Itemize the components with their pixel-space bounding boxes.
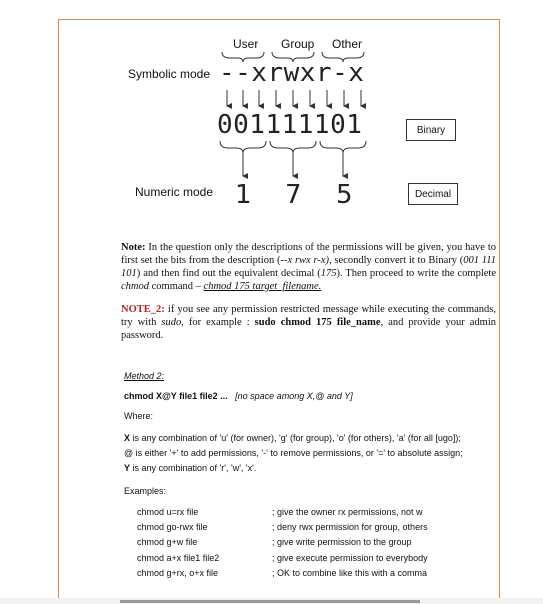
numeric-digit-5: 5 — [336, 180, 353, 210]
example-comment: ; give execute permission to everybody — [272, 552, 428, 563]
note-2-example-command: sudo chmod 175 file_name — [254, 317, 381, 328]
binary-value: 001111101 — [217, 110, 363, 140]
note-1 — [121, 241, 496, 293]
note-1-text: ) and then find out the equivalent decimal ( — [136, 268, 321, 279]
definition-key: Y — [124, 463, 131, 473]
example-row — [137, 520, 507, 535]
definition-at: @ is either '+' to add permissions, '-' to remove permissions, or '=' to absolute assign; — [124, 448, 463, 458]
note-1-em: --x rwx r-x) — [280, 255, 330, 266]
symbolic-mode-label: Symbolic mode — [128, 67, 211, 81]
syntax-command: chmod X@Y file1 file2 ... — [124, 391, 228, 401]
group-label-group: Group — [281, 37, 315, 51]
horizontal-scrollbar[interactable] — [0, 598, 543, 604]
numeric-mode-label: Numeric mode — [135, 185, 214, 199]
note-1-text: In the question only the descriptions of the permissions will be given, you have to first set the bits from the description ( — [121, 242, 496, 266]
examples-heading: Examples: — [124, 486, 167, 496]
bit-arrows — [227, 90, 361, 106]
note-1-text: , secondly convert it to Binary ( — [329, 255, 464, 266]
definition-key: X — [124, 433, 131, 443]
note-1-em: chmod — [121, 281, 149, 292]
group-label-other: Other — [332, 37, 363, 51]
example-comment: ; give write permission to the group — [272, 537, 412, 548]
example-comment: ; deny rwx permission for group, others — [272, 522, 428, 533]
note-2-text: if you see any permission restricted message while executing the commands, try with — [121, 304, 496, 328]
definition-text: is any combination of 'u' (for owner), 'g' (for group), 'o' (for others), 'a' (for all [ugo]); — [130, 433, 461, 443]
examples-list — [137, 505, 507, 581]
example-row — [137, 505, 507, 520]
note-1-text: command – — [149, 281, 204, 292]
note-2-text: , for example : — [181, 317, 255, 328]
example-comment: ; give the owner rx permissions, not w — [272, 507, 423, 517]
example-command: chmod g+rx, o+x file — [137, 567, 219, 578]
symbolic-value: --xrwxr-x — [219, 58, 365, 88]
binary-box-label: Binary — [416, 124, 446, 136]
decimal-box-label: Decimal — [414, 188, 452, 200]
note-2 — [121, 303, 496, 342]
method-2-heading: Method 2: — [124, 371, 165, 381]
note-1-em: 001 111 101 — [121, 255, 496, 279]
numeric-digit-1: 1 — [235, 180, 252, 210]
syntax-note: [no space among X,@ and Y] — [235, 391, 353, 401]
example-command: chmod a+x file1 file2 — [137, 552, 220, 563]
note-2-text: , and provide your admin password. — [121, 317, 496, 341]
example-comment: ; OK to combine like this with a comma — [272, 567, 428, 578]
numeric-digit-7: 7 — [285, 180, 302, 210]
method-2-syntax — [124, 391, 353, 401]
diagram-connectors — [0, 0, 543, 230]
note-1-example-command: chmod 175 target_filename. — [203, 281, 322, 292]
definition-text: is any combination of 'r', 'w', 'x'. — [130, 463, 257, 473]
example-command: chmod u=rx file — [137, 507, 199, 517]
example-command: chmod g+w file — [137, 537, 198, 548]
definition-x — [124, 431, 504, 446]
example-row — [137, 535, 507, 550]
note-2-em: sudo — [161, 317, 182, 328]
top-group-braces — [222, 52, 364, 62]
group-arrows — [243, 153, 343, 176]
note-1-prefix: Note: — [121, 242, 146, 253]
bottom-group-braces — [220, 141, 366, 153]
scrollbar-thumb[interactable] — [120, 600, 420, 603]
definitions — [124, 431, 504, 476]
group-label-user: User — [233, 37, 259, 51]
definition-y — [124, 461, 504, 476]
where-label: Where: — [124, 411, 154, 421]
note-1-text: ). Then proceed to write the complete — [336, 268, 496, 279]
note-1-em: 175 — [320, 268, 337, 279]
example-row — [137, 566, 507, 581]
example-row — [137, 551, 507, 566]
note-2-prefix: NOTE_2: — [121, 304, 165, 315]
example-command: chmod go-rwx file — [137, 522, 208, 533]
